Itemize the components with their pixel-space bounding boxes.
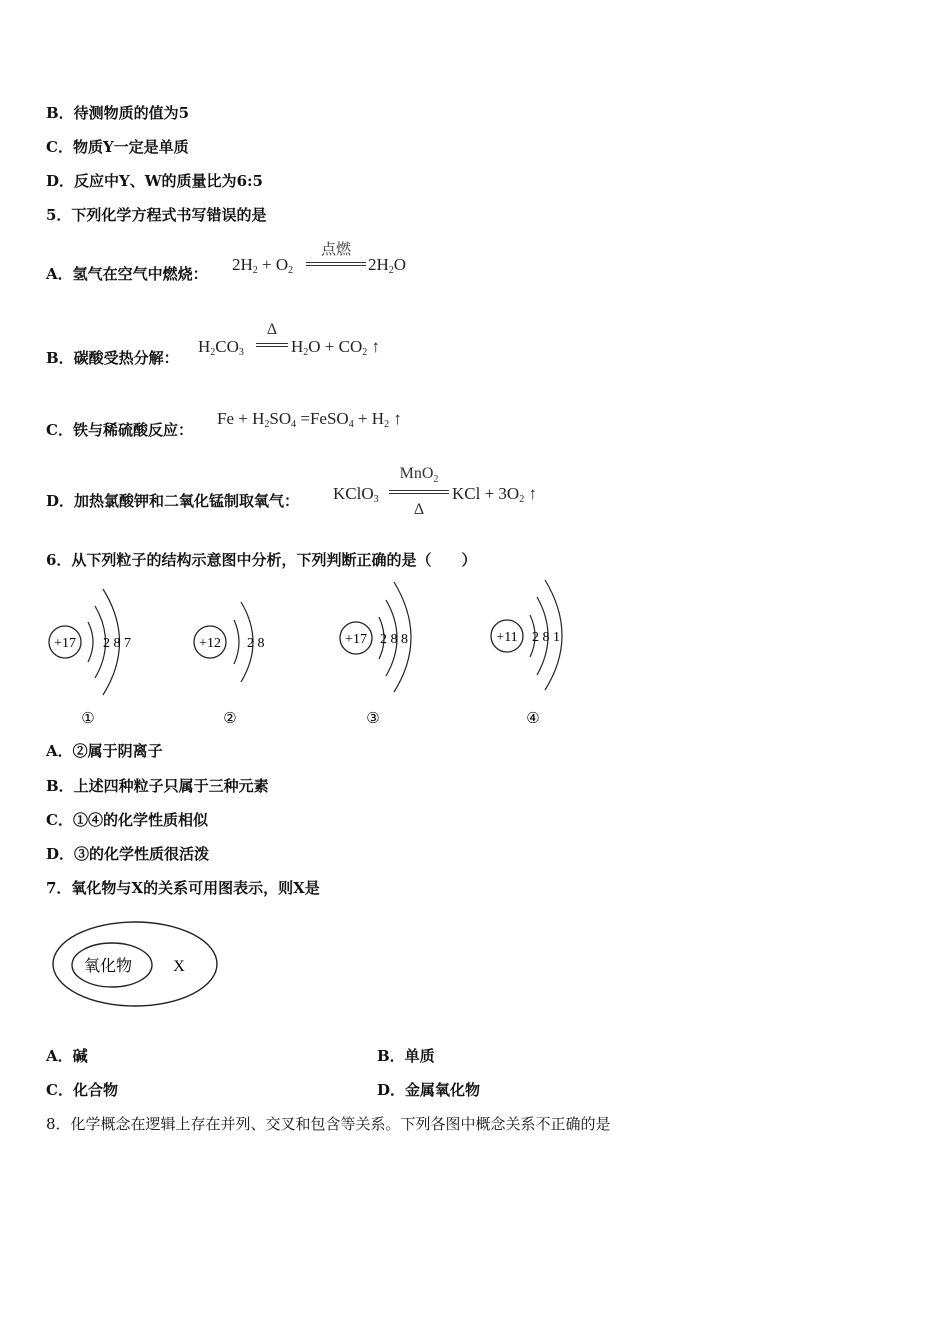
q6-stem: 6．从下列粒子的结构示意图中分析，下列判断正确的是（ ） — [46, 551, 477, 569]
particle-3-shells: 2 8 8 — [380, 632, 408, 647]
q7-option-a: A．碱 — [46, 1047, 88, 1065]
q7-option-b: B．单质 — [377, 1047, 435, 1065]
q5-stem: 5．下列化学方程式书写错误的是 — [46, 206, 267, 224]
q7-option-c: C．化合物 — [46, 1081, 118, 1099]
q5-option-d-label: D．加热氯酸钾和二氧化锰制取氧气： — [46, 492, 300, 510]
outer-ellipse-label: X — [173, 958, 185, 975]
q5-b-products: $H_2O + CO_2$ ↑ — [291, 337, 381, 358]
outer-ellipse — [53, 922, 217, 1006]
particle-3-label: ③ — [366, 711, 380, 727]
q7-venn-diagram — [48, 918, 224, 1010]
particle-3-nucleus: +17 — [345, 632, 367, 647]
q5-option-b-label: B．碳酸受热分解： — [46, 349, 179, 367]
q4-option-c: C．物质Y一定是单质 — [46, 138, 189, 156]
q6-option-c: C．①④的化学性质相似 — [46, 811, 208, 829]
q5-b-condition: Δ — [266, 321, 278, 338]
q5-d-equals — [389, 490, 449, 494]
q7-stem: 7．氧化物与X的关系可用图表示，则X是 — [46, 879, 320, 897]
particle-2-shells: 2 8 — [247, 636, 265, 651]
q5-c-equation: $Fe + H_2SO_4$ =FeSO$_4$ + $H_2$ ↑ — [217, 409, 402, 430]
particle-4 — [491, 580, 562, 727]
q5-option-a-label: A．氢气在空气中燃烧： — [46, 265, 208, 283]
q5-a-condition: 点燃 — [320, 242, 351, 258]
q5-d-catalyst: MnO$_2$ — [399, 465, 439, 486]
particle-4-nucleus: +11 — [496, 630, 518, 645]
q5-a-reactants: $2H_2 + O_2$ — [232, 255, 294, 276]
q6-particle-diagrams — [40, 575, 600, 735]
q5-b-reactant: $H_2CO_3$ — [198, 337, 244, 358]
q5-a-equals — [306, 262, 366, 266]
q6-option-b: B．上述四种粒子只属于三种元素 — [46, 777, 269, 795]
particle-3 — [340, 582, 411, 727]
q5-option-c-label: C．铁与稀硫酸反应： — [46, 421, 193, 439]
q5-a-products: $2H_2O$ — [368, 255, 407, 276]
q4-option-b: B．待测物质的值为5 — [46, 104, 190, 122]
particle-1 — [49, 589, 131, 727]
particle-2-nucleus: +12 — [199, 636, 221, 651]
q7-option-d: D．金属氧化物 — [377, 1081, 481, 1099]
q5-d-products: KCl + $3O_2$ ↑ — [452, 484, 537, 505]
q4-option-d: D．反应中Y、W的质量比为6:5 — [46, 172, 263, 190]
particle-1-label: ① — [81, 711, 95, 727]
q5-b-equals — [256, 343, 288, 347]
particle-4-label: ④ — [526, 711, 540, 727]
particle-1-shells: 2 8 7 — [103, 636, 131, 651]
q5-d-reactant: KClO$_3$ — [333, 484, 379, 505]
particle-2 — [194, 602, 265, 727]
q5-d-heat: Δ — [413, 501, 425, 518]
q6-option-a: A．②属于阴离子 — [46, 742, 163, 760]
particle-4-shells: 2 8 1 — [532, 630, 560, 645]
q6-option-d: D．③的化学性质很活泼 — [46, 845, 210, 863]
particle-1-nucleus: +17 — [54, 636, 76, 651]
particle-2-label: ② — [223, 711, 237, 727]
q8-stem: 8．化学概念在逻辑上存在并列、交叉和包含等关系。下列各图中概念关系不正确的是 — [46, 1115, 611, 1133]
inner-ellipse-label: 氧化物 — [83, 958, 133, 975]
